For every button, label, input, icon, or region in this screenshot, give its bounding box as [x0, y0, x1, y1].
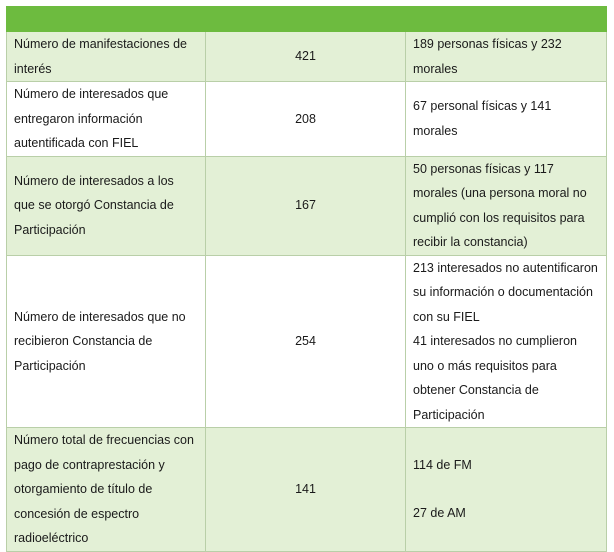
detail-line: 213 interesados no autentificaron su información o documentación con su FIEL	[413, 260, 598, 324]
row-detail	[406, 156, 607, 255]
row-detail	[406, 428, 607, 552]
row-value: 421	[206, 32, 406, 82]
row-detail	[406, 82, 607, 157]
header-cell	[7, 7, 206, 32]
table-row	[7, 428, 607, 552]
table-row	[7, 82, 607, 157]
row-value: 208	[206, 82, 406, 157]
row-label: Número de interesados que entregaron información autentificada con FIEL	[7, 82, 206, 157]
row-value: 254	[206, 255, 406, 428]
detail-line: 189 personas físicas y 232 morales	[413, 37, 562, 76]
detail-spacer	[413, 478, 599, 501]
row-detail	[406, 255, 607, 428]
row-value: 167	[206, 156, 406, 255]
row-value: 141	[206, 428, 406, 552]
row-label: Número de interesados a los que se otorgó Constancia de Participación	[7, 156, 206, 255]
detail-line: 27 de AM	[413, 505, 466, 520]
table-row	[7, 156, 607, 255]
row-label: Número de manifestaciones de interés	[7, 32, 206, 82]
table-header-row	[7, 7, 607, 32]
detail-line: 41 interesados no cumplieron uno o más requisitos para obtener Constancia de Participación	[413, 334, 577, 422]
row-label: Número de interesados que no recibieron Constancia de Participación	[7, 255, 206, 428]
table-row	[7, 32, 607, 82]
header-cell	[206, 7, 406, 32]
table-row	[7, 255, 607, 428]
detail-line: 50 personas físicas y 117 morales (una persona moral no cumplió con los requisitos para recibir la constancia)	[413, 161, 587, 249]
detail-line: 67 personal físicas y 141 morales	[413, 99, 552, 138]
frequencies-summary-table	[6, 6, 607, 552]
header-cell	[406, 7, 607, 32]
row-label: Número total de frecuencias con pago de contraprestación y otorgamiento de título de concesión de espectro radioeléctrico	[7, 428, 206, 552]
detail-line: 114 de FM	[413, 458, 472, 473]
row-detail	[406, 32, 607, 82]
